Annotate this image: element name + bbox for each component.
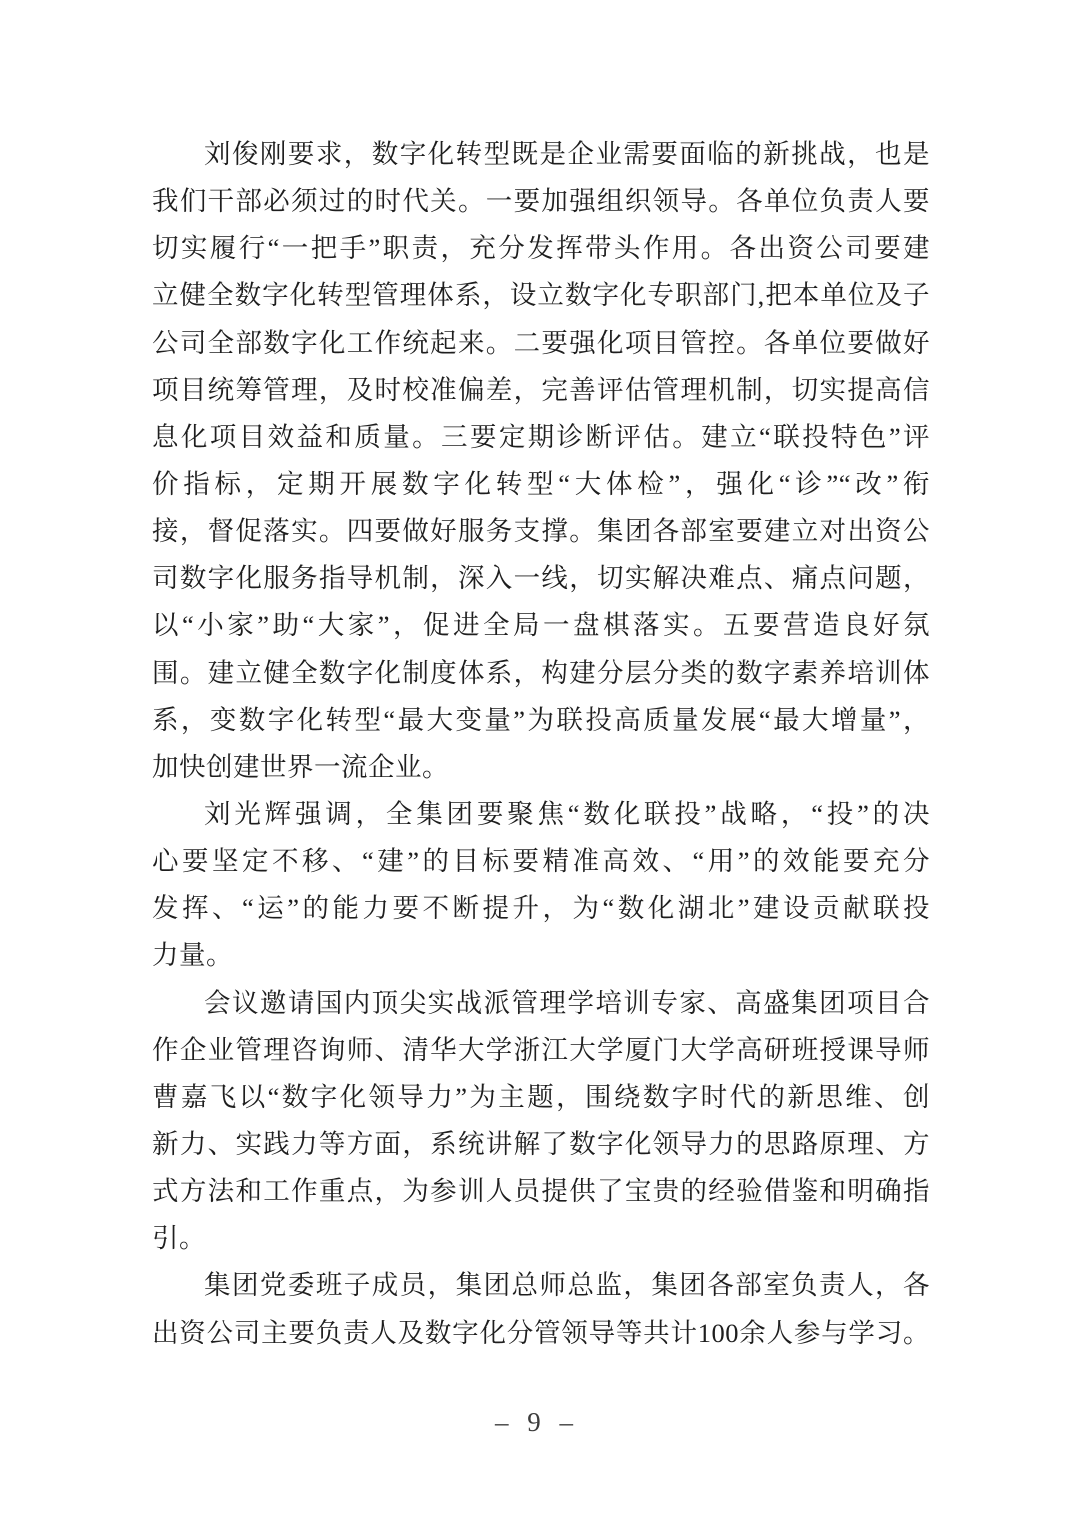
document-line: 集团党委班子成员，集团总师总监，集团各部室负责人，各 bbox=[204, 1270, 930, 1301]
document-line: 以“小家”助“大家”，促进全局一盘棋落实。五要营造良好氛 bbox=[152, 610, 930, 641]
document-line: 曹嘉飞以“数字化领导力”为主题，围绕数字时代的新思维、创 bbox=[152, 1081, 930, 1112]
document-line: 新力、实践力等方面，系统讲解了数字化领导力的思路原理、方 bbox=[152, 1128, 930, 1159]
document-line: 围。建立健全数字化制度体系，构建分层分类的数字素养培训体 bbox=[152, 657, 930, 688]
document-line: 我们干部必须过的时代关。一要加强组织领导。各单位负责人要 bbox=[152, 186, 930, 217]
document-line: 立健全数字化转型管理体系，设立数字化专职部门,把本单位及子 bbox=[152, 280, 930, 311]
document-line: 力量。 bbox=[152, 940, 233, 971]
document-line: 刘俊刚要求，数字化转型既是企业需要面临的新挑战，也是 bbox=[204, 139, 930, 169]
document-body bbox=[152, 131, 930, 1357]
document-line: 息化项目效益和质量。三要定期诊断评估。建立“联投特色”评 bbox=[152, 421, 930, 452]
document-line: 公司全部数字化工作统起来。二要强化项目管控。各单位要做好 bbox=[152, 327, 930, 358]
document-line: 切实履行“一把手”职责，充分发挥带头作用。各出资公司要建 bbox=[152, 233, 930, 264]
document-line: 出资公司主要负责人及数字化分管领导等共计100余人参与学习。 bbox=[152, 1317, 930, 1348]
document-line: 接，督促落实。四要做好服务支撑。集团各部室要建立对出资公 bbox=[152, 516, 930, 547]
document-line: 司数字化服务指导机制，深入一线，切实解决难点、痛点问题， bbox=[152, 563, 930, 594]
document-line: 作企业管理咨询师、清华大学浙江大学厦门大学高研班授课导师 bbox=[152, 1034, 930, 1065]
document-line: 式方法和工作重点，为参训人员提供了宝贵的经验借鉴和明确指 bbox=[152, 1176, 930, 1207]
document-line: 价指标，定期开展数字化转型“大体检”，强化“诊”“改”衔 bbox=[152, 468, 930, 499]
document-line: 心要坚定不移、“建”的目标要精准高效、“用”的效能要充分 bbox=[152, 846, 930, 877]
document-line: 引。 bbox=[152, 1223, 206, 1254]
document-line: 会议邀请国内顶尖实战派管理学培训专家、高盛集团项目合 bbox=[204, 987, 930, 1018]
document-line: 加快创建世界一流企业。 bbox=[152, 751, 449, 782]
document-line: 刘光辉强调，全集团要聚焦“数化联投”战略，“投”的决 bbox=[204, 798, 930, 829]
document-line: 项目统筹管理，及时校准偏差，完善评估管理机制，切实提高信 bbox=[152, 374, 930, 405]
document-line: 系，变数字化转型“最大变量”为联投高质量发展“最大增量”， bbox=[152, 704, 930, 735]
document-line: 发挥、“运”的能力要不断提升，为“数化湖北”建设贡献联投 bbox=[152, 893, 930, 924]
page-number: – 9 – bbox=[495, 1407, 579, 1437]
